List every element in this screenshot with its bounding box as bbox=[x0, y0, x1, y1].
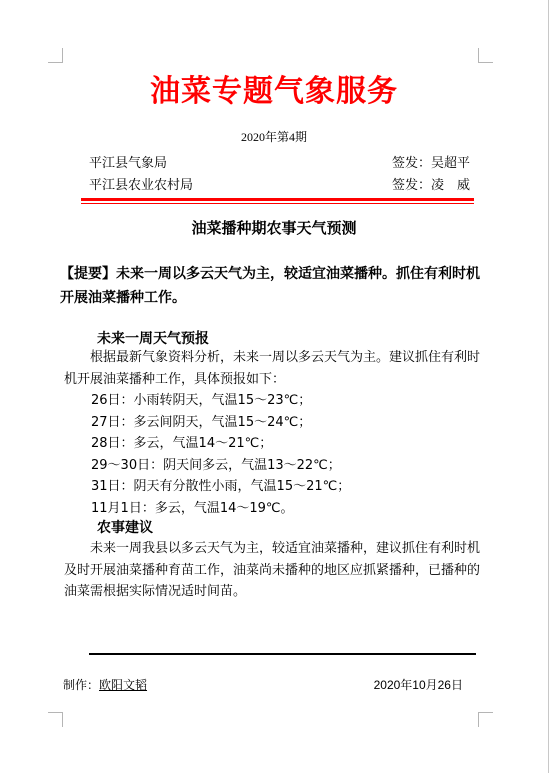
red-divider-thin bbox=[81, 203, 474, 204]
issuer-weather-bureau: 平江县气象局 bbox=[89, 156, 168, 171]
forecast-intro: 根据最新气象资料分析，未来一周以多云天气为主。建议抓住有利时机开展油菜播种工作，具体预报如下： bbox=[64, 350, 481, 387]
forecast-heading: 未来一周天气预报 bbox=[97, 331, 209, 347]
forecast-item: 27日：多云间阴天，气温15～24℃； bbox=[91, 414, 312, 430]
issue-number: 2020年第4期 bbox=[240, 130, 307, 144]
advice-paragraph: 未来一周我县以多云天气为主，较适宜油菜播种，建议抓住有利时机及时开展油菜播种育苗工作，油菜尚未播种的地区应抓紧播种，已播种的油菜需根据实际情况适时间苗。 bbox=[64, 541, 481, 599]
document-title: 油菜播种期农事天气预测 bbox=[191, 219, 357, 237]
red-divider-thick bbox=[81, 198, 474, 201]
margin-mark-top-left bbox=[48, 48, 63, 63]
margin-mark-bottom-left bbox=[48, 712, 63, 727]
footer-date: 2020年10月26日 bbox=[373, 678, 463, 692]
signer-2: 签发：凌 威 bbox=[391, 178, 470, 193]
forecast-item: 11月1日：多云，气温14～19℃。 bbox=[91, 500, 294, 516]
author-name: 欧阳文韬 bbox=[99, 678, 148, 692]
margin-mark-bottom-right bbox=[478, 712, 493, 727]
footer-author bbox=[63, 676, 147, 693]
forecast-item: 29～30日：阴天间多云，气温13～22℃； bbox=[91, 457, 341, 473]
forecast-item: 28日：多云，气温14～21℃； bbox=[91, 436, 273, 452]
forecast-item: 26日：小雨转阴天，气温15～23℃； bbox=[91, 393, 312, 408]
advice-heading: 农事建议 bbox=[97, 520, 153, 536]
masthead-title: 油菜专题气象服务 bbox=[150, 74, 398, 109]
forecast-list bbox=[91, 390, 350, 520]
forecast-item: 31日：阴天有分散性小雨，气温15～21℃； bbox=[91, 479, 351, 495]
margin-mark-top-right bbox=[478, 48, 493, 63]
footer-rule bbox=[89, 653, 476, 655]
signer-1: 签发：吴超平 bbox=[391, 156, 470, 171]
issuer-agriculture-bureau: 平江县农业农村局 bbox=[89, 178, 194, 193]
summary-paragraph: 【提要】未来一周以多云天气为主，较适宜油菜播种。抓住有利时机开展油菜播种工作。 bbox=[60, 266, 480, 306]
made-by-label: 制作： bbox=[63, 678, 100, 692]
